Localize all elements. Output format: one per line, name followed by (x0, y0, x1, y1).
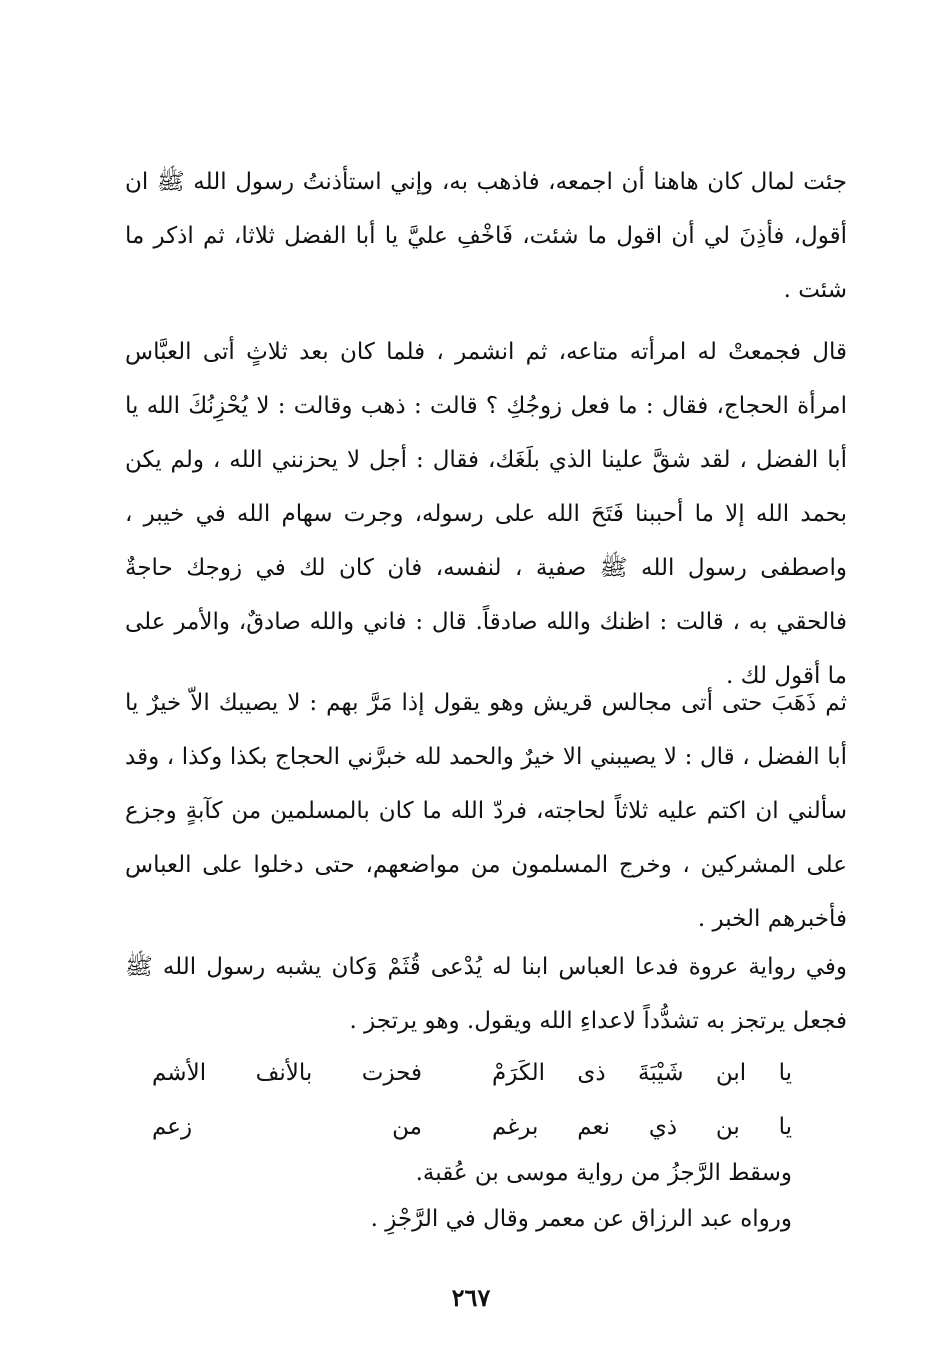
paragraph-1: جئت لمال كان هاهنا أن اجمعه، فاذهب به، وإني استأذنتُ رسول الله ﷺ ان أقول، فأذِنَ لي أن اقول ما شئت، فَاخْفِ عليَّ يا أبا الفضل ثلاثا، ثم اذكر ما شئت . (125, 169, 847, 303)
poem-verse-2 (152, 1100, 792, 1154)
note-line-1: وسقط الرَّجزُ من رواية موسى بن عُقبة. (415, 1160, 792, 1186)
note-line-2: ورواه عبد الرزاق عن معمر وقال في الرَّجْزِ . (370, 1206, 792, 1232)
page-number: ٢٦٧ (451, 1283, 491, 1312)
hemistich-left: من زعم (152, 1114, 422, 1140)
poem-verse-1 (152, 1046, 792, 1100)
paragraph-4: وفي رواية عروة فدعا العباس ابنا له يُدْعى قُثَمْ وَكان يشبه رسول الله ﷺ فجعل يرتجز به تشدُّداً لاعداءِ الله ويقول. وهو يرتجز . (125, 954, 847, 1034)
hemistich-right: يا ابن شَيْبَةَ ذى الكَرَمْ (492, 1060, 792, 1086)
hemistich-right: يا بن ذي نعم برغم (492, 1114, 792, 1140)
paragraph-3: ثم ذَهَبَ حتى أتى مجالس قريش وهو يقول إذا مَرَّ بهم : لا يصيبك الاّ خيرٌ يا أبا الفضل ، قال : لا يصيبني الا خيرٌ والحمد لله خبرَّني الحجاج بكذا وكذا ، وقد سألني ان اكتم عليه ثلاثاً لحاجته، فردّ الله ما كان بالمسلمين من كآبةٍ وجزع على المشركين ، وخرج المسلمون من مواضعهم، حتى دخلوا على العباس فأخبرهم الخبر . (125, 690, 847, 932)
poem (152, 1046, 792, 1154)
hemistich-left: فحزت بالأنف الأشم (152, 1060, 422, 1086)
paragraph-2: قال فجمعتْ له امرأته متاعه، ثم انشمر ، فلما كان بعد ثلاثٍ أتى العبَّاس امرأة الحجاج، فقال : ما فعل زوجُكِ ؟ قالت : ذهب وقالت : لا يُحْزِنُكَ الله يا أبا الفضل ، لقد شقَّ علينا الذي بلَغَك، فقال : أجل لا يحزنني الله ، ولم يكن بحمد الله إلا ما أحببنا فَتَحَ الله على رسوله، وجرت سهام الله في خيبر ، واصطفى رسول الله ﷺ صفية ، لنفسه، فان كان لك في زوجك حاجةٌ فالحقي به ، قالت : اظنك والله صادقاً. قال : فاني والله صادقٌ، والأمر على ما أقول لك . (125, 339, 847, 689)
